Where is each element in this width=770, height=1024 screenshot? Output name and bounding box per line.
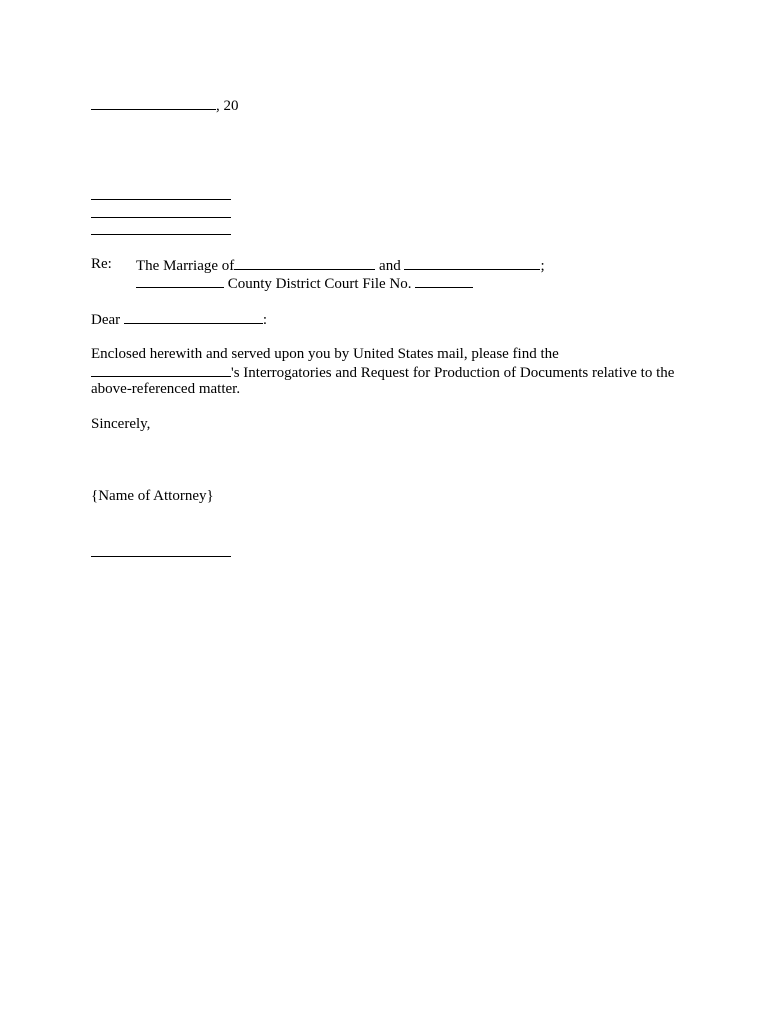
body-line-2-text: 's Interrogatories and Request for Production of Documents relative to the xyxy=(231,365,675,381)
re-marriage-line xyxy=(136,256,545,275)
date-suffix: , 20 xyxy=(216,98,239,114)
address-line-2[interactable] xyxy=(91,217,231,218)
court-line xyxy=(136,274,473,293)
body-line-3: above-referenced matter. xyxy=(91,381,241,397)
and-text: and xyxy=(379,258,401,274)
party2-blank[interactable] xyxy=(404,256,540,270)
signature-line[interactable] xyxy=(91,556,231,557)
salutation-line xyxy=(91,310,267,329)
court-text: County District Court File No. xyxy=(227,276,412,292)
party-name-blank[interactable] xyxy=(91,363,231,377)
body-line-2 xyxy=(91,363,674,382)
marriage-prefix: The Marriage of xyxy=(136,258,235,274)
recipient-blank[interactable] xyxy=(124,310,263,324)
address-line-3[interactable] xyxy=(91,234,231,235)
county-blank[interactable] xyxy=(136,274,224,288)
address-line-1[interactable] xyxy=(91,199,231,200)
party1-blank[interactable] xyxy=(234,256,375,270)
file-no-blank[interactable] xyxy=(415,274,473,288)
sincerely-text: Sincerely, xyxy=(91,416,151,432)
salutation-colon: : xyxy=(262,312,268,328)
attorney-name: {Name of Attorney} xyxy=(91,488,214,504)
re-label: Re: xyxy=(91,256,112,272)
re-semicolon: ; xyxy=(540,258,545,274)
date-blank[interactable] xyxy=(91,96,216,110)
dear-text: Dear xyxy=(91,312,121,328)
date-line xyxy=(91,96,239,115)
body-line-1: Enclosed herewith and served upon you by United States mail, please find the xyxy=(91,346,559,362)
